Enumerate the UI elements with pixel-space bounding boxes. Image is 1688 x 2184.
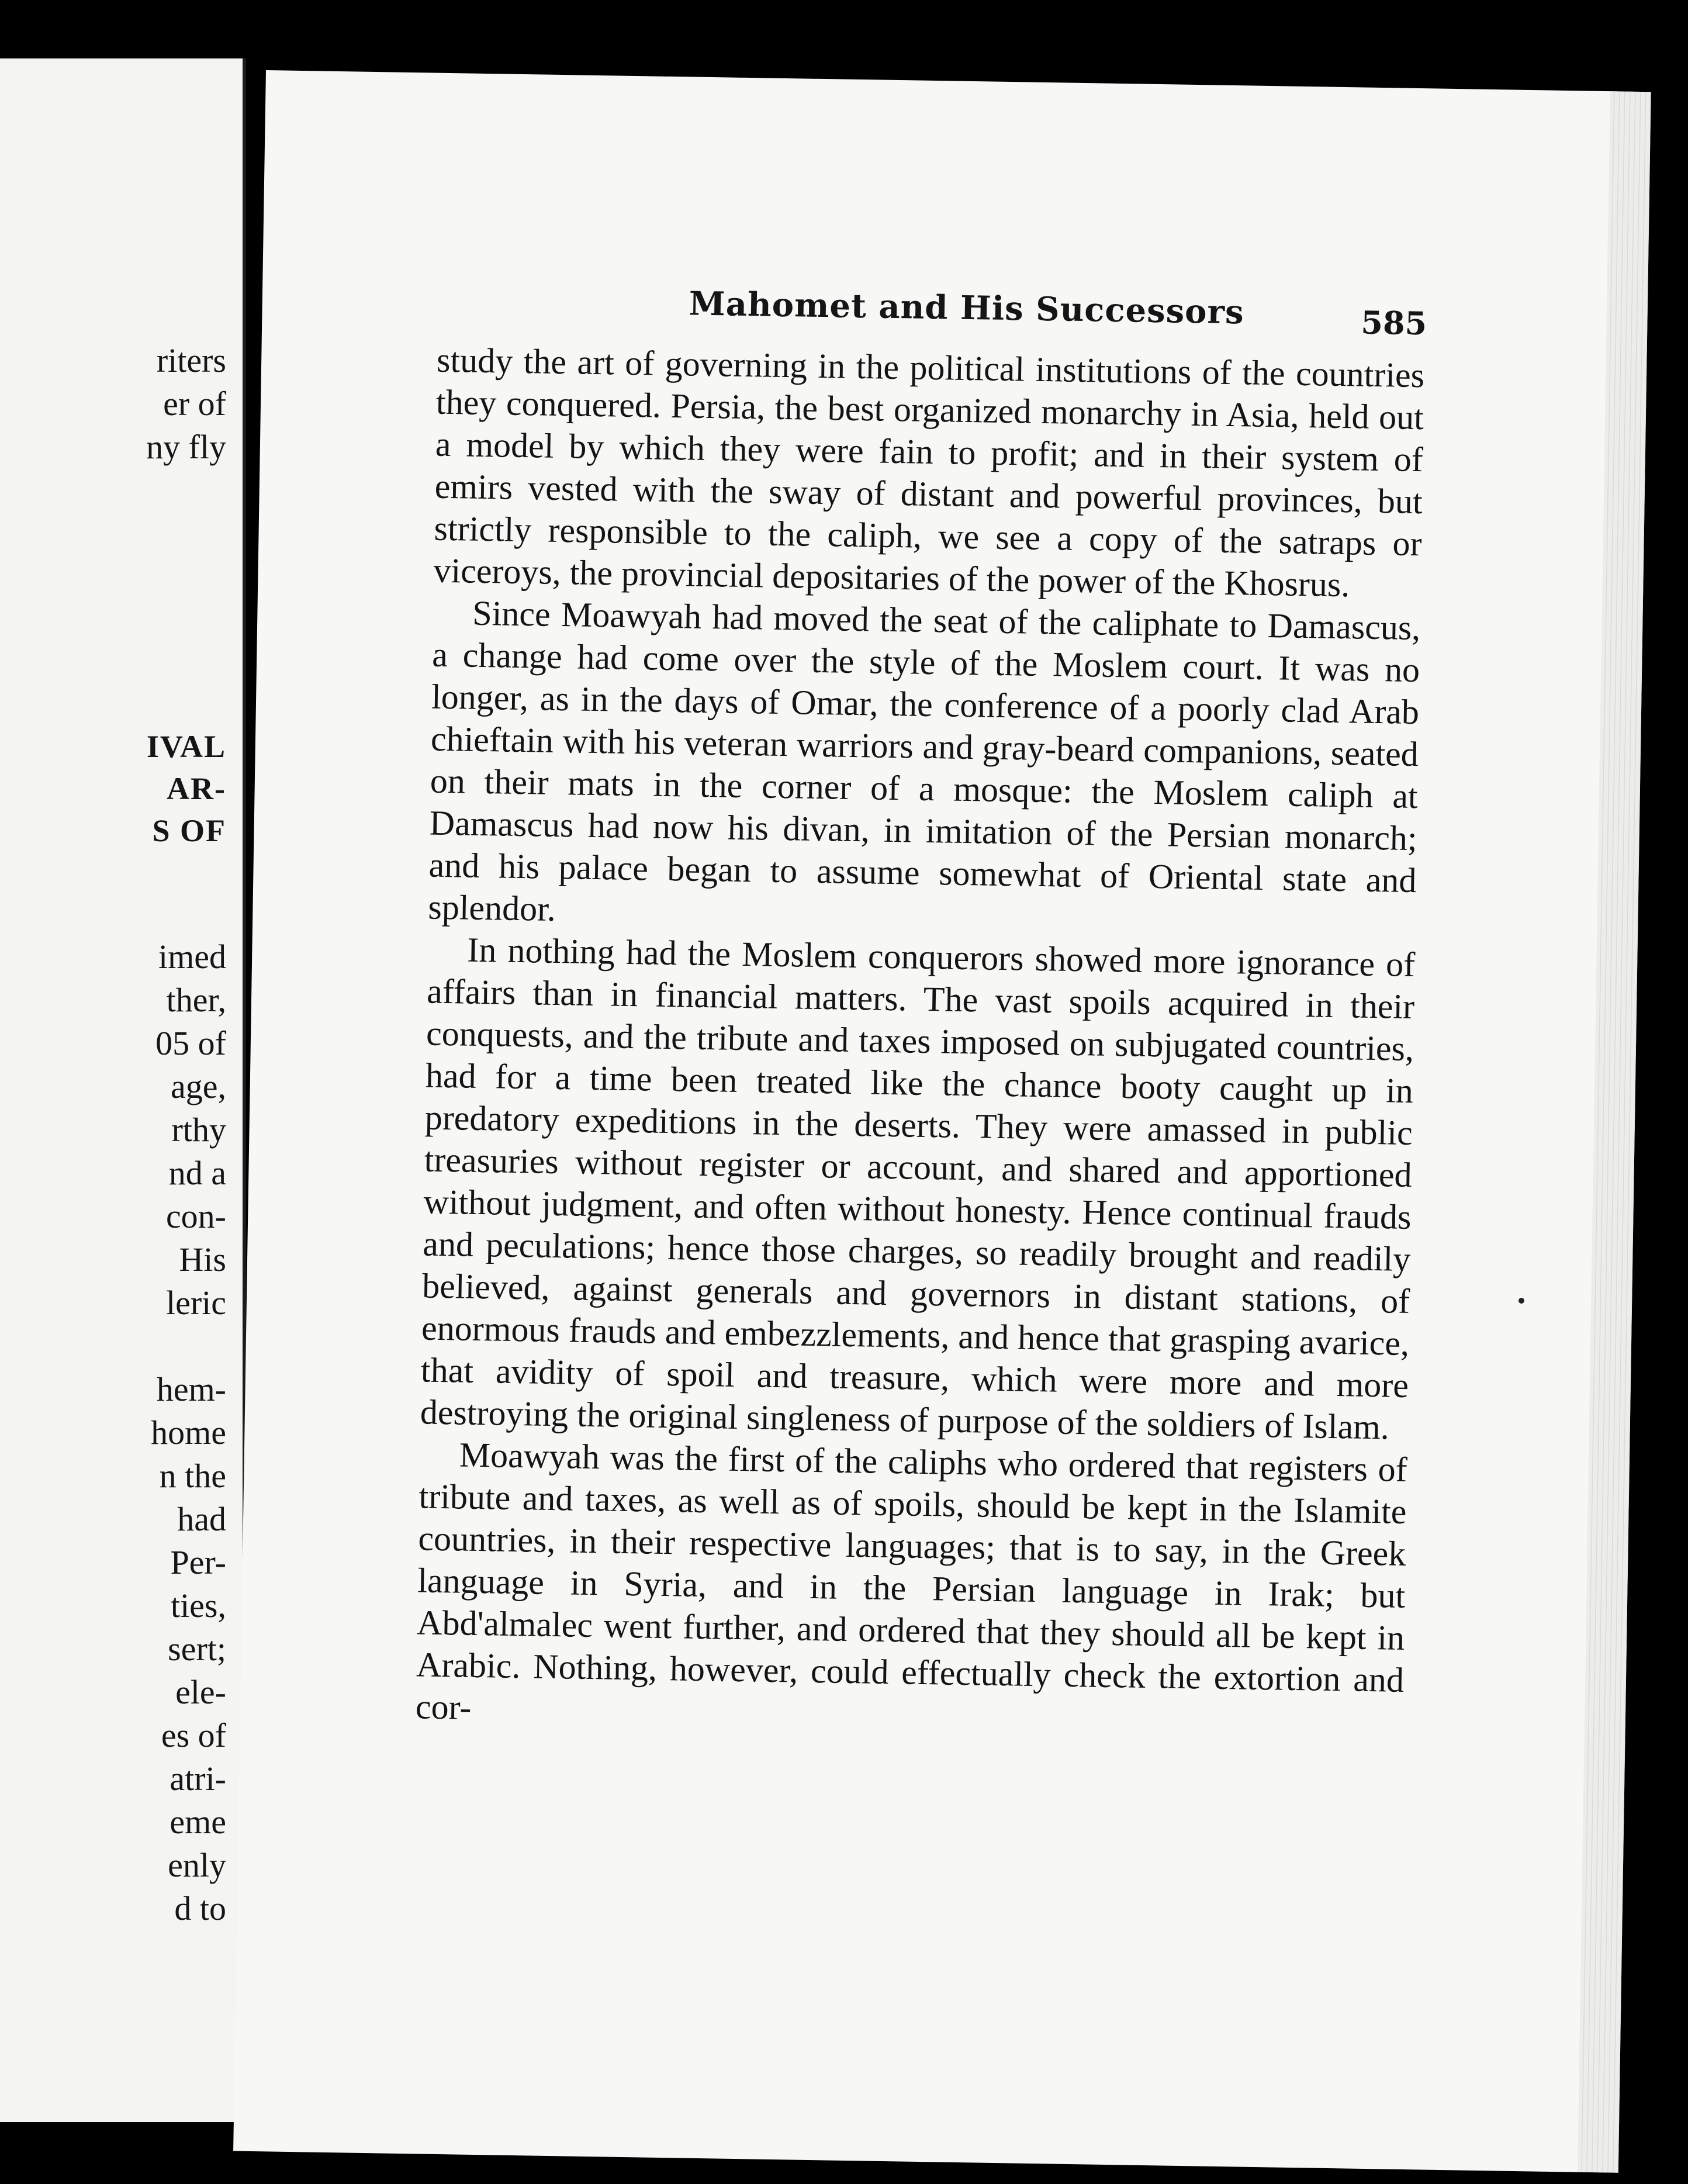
page-number: 585: [1360, 303, 1427, 343]
left-page-line: home: [151, 1414, 226, 1452]
left-page-line: eme: [170, 1803, 226, 1841]
left-page-line: riters: [156, 341, 226, 379]
left-page-line: nd a: [168, 1154, 226, 1192]
paragraph: In nothing had the Moslem conquerors showed more ignorance of affairs than in financial matters. The vast spoils acquired in their conquests, and the tribute and taxes imposed on subjugated countries, had for a time been treated like the chance booty caught up in predatory expeditions in the deserts. They were amassed in public treasuries without register or account, and shared and apportioned without judgment, and often without honesty. Hence continual frauds and peculations; hence those charges, so readily brought and readily believed, against generals and governors in distant stations, of enormous frauds and embezzlements, and hence that grasping avarice, that avidity of spoil and treasure, which were more and more destroying the original singleness of purpose of the soldiers of Islam.: [420, 930, 1416, 1447]
left-page-heading-line: S OF: [152, 813, 226, 848]
left-page-line: hem-: [156, 1370, 226, 1408]
left-page-line: con-: [165, 1197, 226, 1235]
left-page-line: had: [177, 1500, 226, 1538]
left-page-line: atri-: [170, 1760, 226, 1798]
left-page-line: ties,: [170, 1587, 226, 1625]
left-page-line: er of: [163, 385, 226, 423]
left-page-line: leric: [165, 1284, 226, 1322]
left-page-line: sert;: [168, 1630, 226, 1668]
scan-speck: [1518, 1298, 1524, 1304]
left-page-line: Per-: [170, 1543, 226, 1581]
page-edge: [1578, 91, 1651, 2173]
left-page-line: 05 of: [155, 1024, 226, 1062]
left-page-line: ther,: [166, 981, 226, 1019]
left-page-line: His: [179, 1240, 226, 1278]
left-page-line: n the: [159, 1457, 226, 1495]
paragraph: Since Moawyah had moved the seat of the caliphate to Damascus, a change had come over the style of the Moslem court. It was no longer, as in the days of Omar, the conference of a poorly clad Arab chieftain with his veteran warriors and gray-beard companions, seated on their mats in the corner of a mosque: the Moslem caliph at Damascus had now his divan, in imitation of the Persian monarch; and his palace began to assume somewhat of Oriental state and splendor.: [428, 593, 1421, 928]
left-page-line: rthy: [171, 1111, 226, 1149]
right-page: [233, 70, 1651, 2173]
running-head: Mahomet and His Successors: [689, 284, 1245, 332]
left-page-line: es of: [161, 1716, 226, 1754]
left-page-line: d to: [174, 1889, 226, 1927]
left-page-line: age,: [171, 1067, 226, 1105]
left-page-heading-line: IVAL: [146, 729, 226, 764]
left-page-line: enly: [168, 1846, 226, 1884]
paragraph: study the art of governing in the political institutions of the countries they conquered. Persia, the best organized monarchy in Asia, held out a model by which they were fain to profit; and in their system of emirs vested with the sway of distant and powerful provinces, but strictly responsible to the caliph, we see a copy of the satraps or viceroys, the provincial depositaries of the power of the Khosrus.: [433, 340, 1425, 604]
left-page-line: ele-: [175, 1673, 226, 1711]
left-page-fragment: [0, 58, 246, 2122]
left-page-line: imed: [158, 938, 226, 976]
left-page-heading-line: AR-: [167, 771, 226, 806]
left-page-line: ny fly: [146, 428, 226, 466]
body-text: [415, 339, 1424, 1743]
paragraph: Moawyah was the first of the caliphs who ordered that registers of tribute and taxes, as well as of spoils, should be kept in the Islamite countries, in their respective languages; that is to say, in the Greek language in Syria, and in the Persian language in Irak; but Abd'almalec went further, and ordered that they should all be kept in Arabic. Nothing, however, could effectually check the extortion and cor-: [415, 1435, 1408, 1727]
